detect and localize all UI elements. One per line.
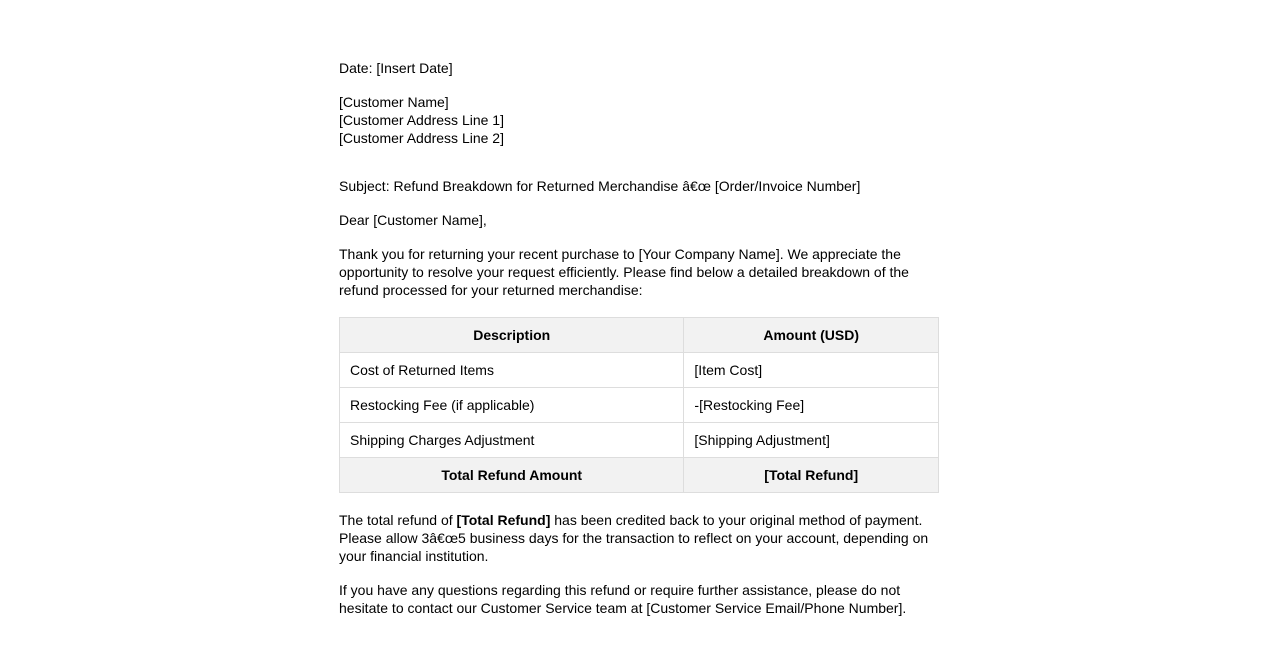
- cell-description: Shipping Charges Adjustment: [340, 423, 684, 458]
- intro-paragraph: Thank you for returning your recent purchase to [Your Company Name]. We appreciate the opportunity to resolve your request efficiently. Please find below a detailed breakdown of the refund processed for your returned merchandise:: [339, 246, 909, 298]
- header-description: Description: [340, 318, 684, 353]
- table-row: [340, 388, 939, 423]
- recipient-name: [Customer Name]: [339, 94, 449, 110]
- recipient-address-line-2: [Customer Address Line 2]: [339, 130, 504, 146]
- cell-description: Cost of Returned Items: [340, 353, 684, 388]
- header-amount: Amount (USD): [684, 318, 939, 353]
- recipient-address-line-1: [Customer Address Line 1]: [339, 112, 504, 128]
- cell-amount: -[Restocking Fee]: [684, 388, 939, 423]
- table-total-row: [340, 458, 939, 493]
- cell-description: Restocking Fee (if applicable): [340, 388, 684, 423]
- total-paragraph-text-before: The total refund of: [339, 512, 457, 528]
- letter-document: [339, 0, 939, 617]
- table-row: [340, 423, 939, 458]
- refund-table-body: [340, 353, 939, 493]
- table-header-row: [340, 318, 939, 353]
- recipient-address-block: [339, 93, 939, 147]
- total-label: Total Refund Amount: [340, 458, 684, 493]
- total-refund-paragraph: [339, 511, 939, 565]
- table-row: [340, 353, 939, 388]
- date-line: Date: [Insert Date]: [339, 60, 453, 76]
- cell-amount: [Shipping Adjustment]: [684, 423, 939, 458]
- total-amount: [Total Refund]: [684, 458, 939, 493]
- cell-amount: [Item Cost]: [684, 353, 939, 388]
- total-paragraph-text-after: has been credited back to your original method of payment. Please allow 3â€œ5 business days for the transaction to reflect on your account, depending on your financial institution.: [339, 512, 929, 564]
- closing-paragraph: If you have any questions regarding this refund or require further assistance, please do not hesitate to contact our Customer Service team at [Customer Service Email/Phone Number].: [339, 582, 907, 616]
- total-refund-bold-value: [Total Refund]: [456, 512, 551, 528]
- subject-line: Subject: Refund Breakdown for Returned Merchandise â€œ [Order/Invoice Number]: [339, 178, 861, 194]
- refund-breakdown-table: [339, 317, 939, 493]
- refund-table-header: [340, 318, 939, 353]
- salutation: Dear [Customer Name],: [339, 212, 487, 228]
